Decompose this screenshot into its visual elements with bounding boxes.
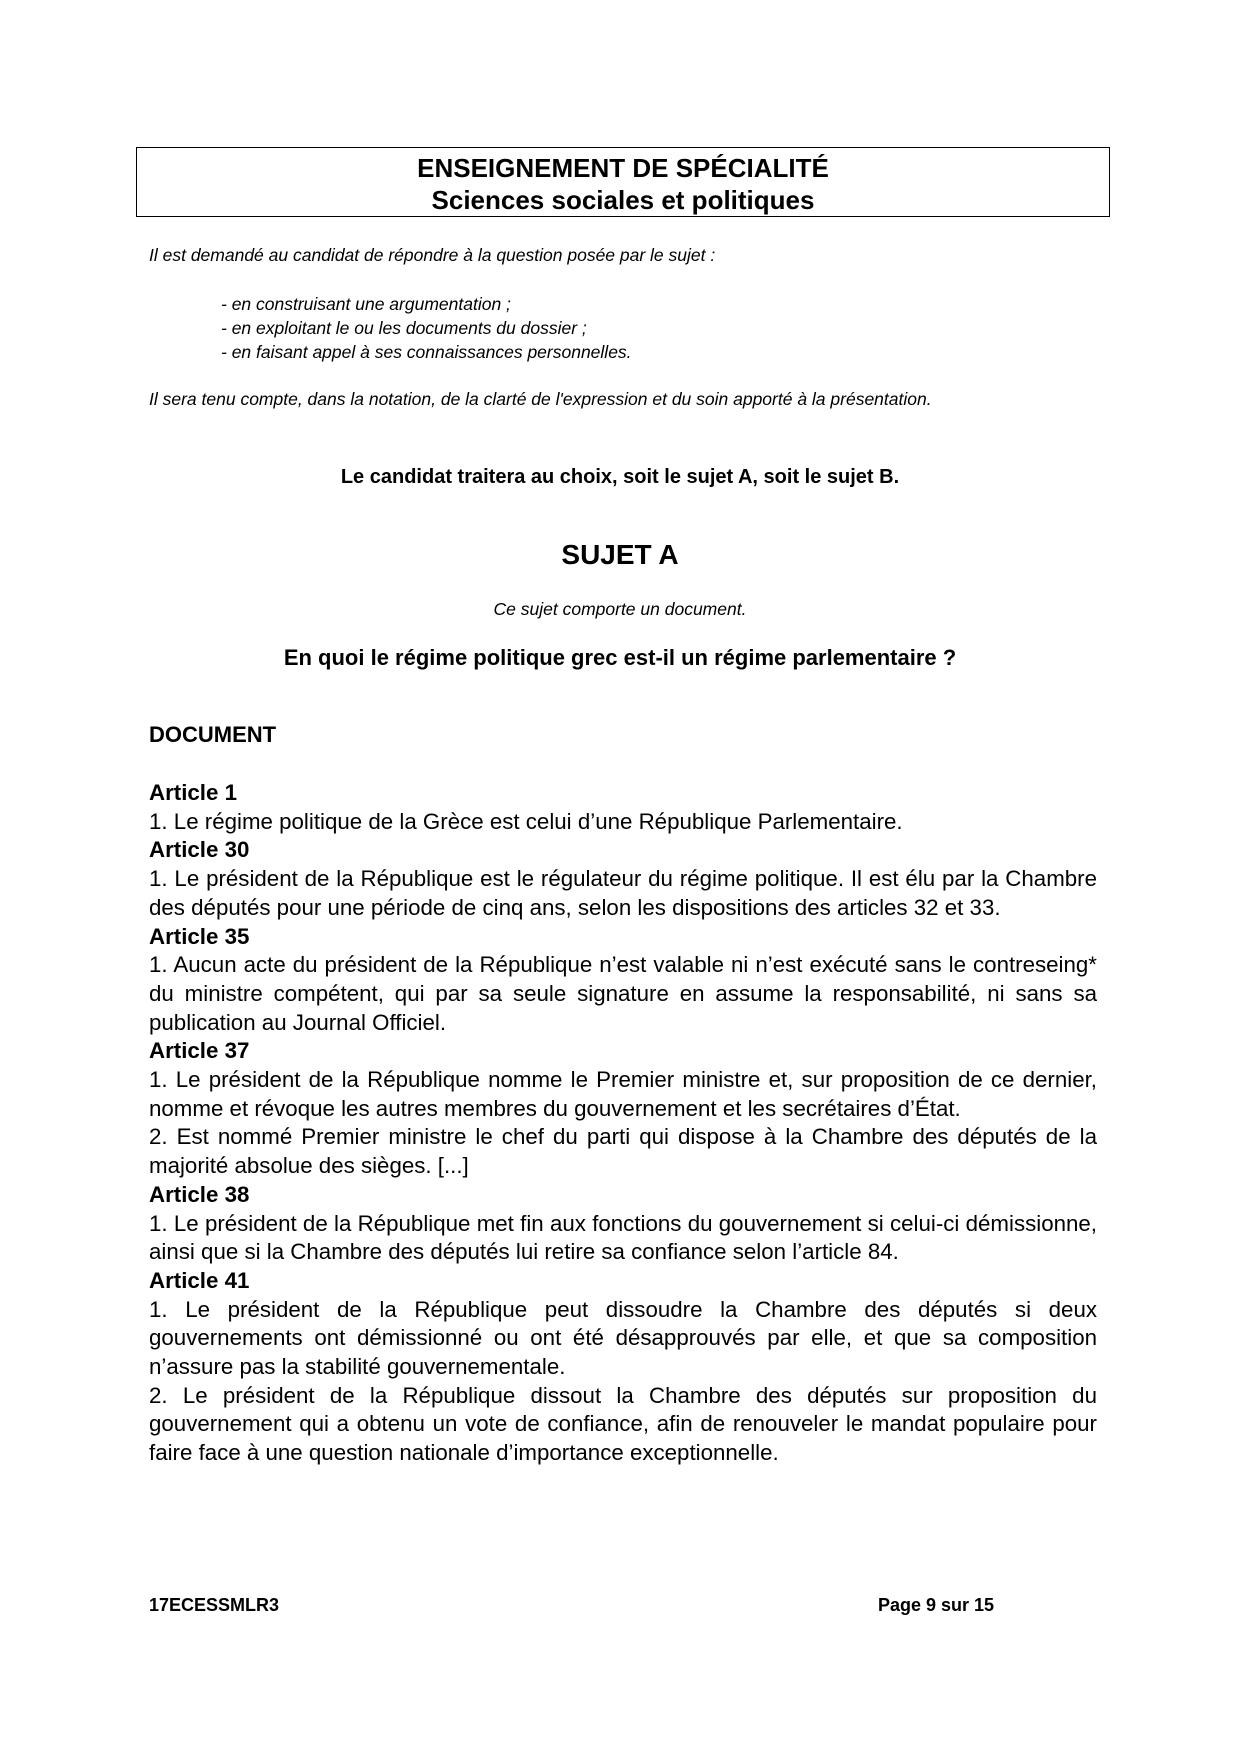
article-paragraph: 2. Est nommé Premier ministre le chef du parti qui dispose à la Chambre des députés de la majorité absolue des sièges. [...] bbox=[149, 1124, 1097, 1179]
article-paragraph: 1. Le régime politique de la Grèce est celui d’une République Parlementaire. bbox=[149, 808, 903, 834]
footer-code: 17ECESSMLR3 bbox=[149, 1595, 280, 1615]
instructions-intro: Il est demandé au candidat de répondre à la question posée par le sujet : bbox=[149, 245, 716, 265]
article-paragraph: 1. Aucun acte du président de la République n’est valable ni n’est exécuté sans le contreseing* du ministre compétent, qui par sa seule signature en assume la responsabilité, ni sans sa publication au Journal Officiel. bbox=[149, 952, 1097, 1035]
article-paragraph: 1. Le président de la République met fin aux fonctions du gouvernement si celui-ci démissionne, ainsi que si la Chambre des députés lui retire sa confiance selon l’article 84. bbox=[149, 1210, 1097, 1265]
instruction-bullet: - en exploitant le ou les documents du dossier ; bbox=[221, 318, 587, 338]
articles bbox=[149, 779, 1097, 1468]
article-title: Article 30 bbox=[149, 837, 250, 863]
choice-statement: Le candidat traitera au choix, soit le sujet A, soit le sujet B. bbox=[340, 466, 900, 488]
article-title: Article 37 bbox=[149, 1038, 250, 1064]
article-paragraph: 2. Le président de la République dissout la Chambre des députés sur proposition du gouvernement qui a obtenu un vote de confiance, afin de renouveler le mandat populaire pour faire face à une question nationale d’importance exceptionnelle. bbox=[149, 1382, 1097, 1466]
article-paragraph: 1. Le président de la République nomme le Premier ministre et, sur proposition de ce dernier, nomme et révoque les autres membres du gouvernement et les secrétaires d’État. bbox=[149, 1067, 1097, 1121]
article-title: Article 1 bbox=[149, 780, 237, 805]
title-box bbox=[136, 147, 1110, 217]
sujet-title: SUJET A bbox=[561, 539, 679, 570]
instruction-bullet: - en faisant appel à ses connaissances personnelles. bbox=[221, 342, 632, 362]
article-paragraph: 1. Le président de la République peut dissoudre la Chambre des députés si deux gouvernements ont démissionné ou ont été désapprouvés par elle, et que sa composition n’assure pas la stabilité gouvernementale. bbox=[149, 1296, 1097, 1380]
footer-page-number: Page 9 sur 15 bbox=[878, 1595, 995, 1615]
title-line2: Sciences sociales et politiques bbox=[431, 185, 815, 215]
article-title: Article 38 bbox=[149, 1181, 250, 1207]
article-title: Article 35 bbox=[149, 923, 250, 949]
instruction-bullet: - en construisant une argumentation ; bbox=[221, 294, 511, 314]
document-label: DOCUMENT bbox=[149, 722, 277, 747]
title-line1: ENSEIGNEMENT DE SPÉCIALITÉ bbox=[417, 153, 829, 183]
article-title: Article 41 bbox=[149, 1267, 250, 1293]
instructions-note: Il sera tenu compte, dans la notation, de la clarté de l'expression et du soin apporté à la présentation. bbox=[149, 389, 932, 409]
sujet-question: En quoi le régime politique grec est-il un régime parlementaire ? bbox=[283, 645, 957, 670]
sujet-subtitle: Ce sujet comporte un document. bbox=[493, 599, 747, 619]
instructions-bullets bbox=[221, 292, 632, 364]
article-paragraph: 1. Le président de la République est le régulateur du régime politique. Il est élu par la Chambre des députés pour une période de cinq ans, selon les dispositions des articles 32 et 33. bbox=[149, 866, 1097, 920]
